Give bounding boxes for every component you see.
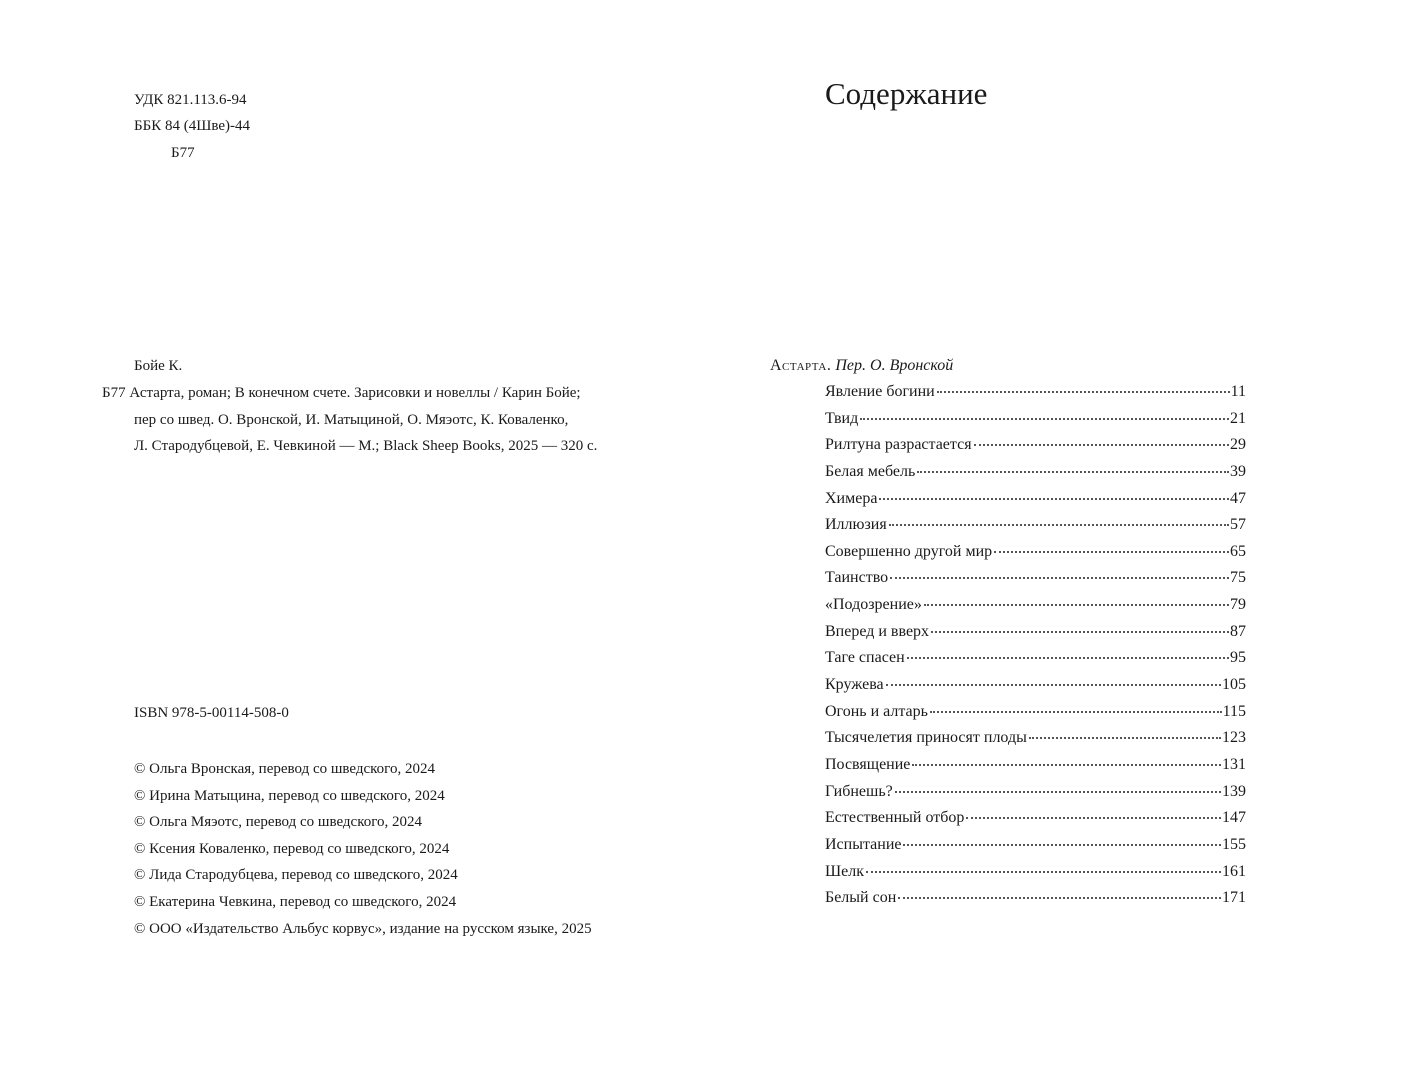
toc-entry-title: Естественный отбор (825, 809, 965, 827)
toc-entry-page: 147 (1222, 809, 1246, 827)
toc-entry (825, 674, 1246, 701)
author-mark: Б77 (171, 145, 195, 161)
toc-entry-title: Таге спасен (825, 649, 905, 667)
toc-entry-page: 79 (1230, 596, 1246, 614)
toc-entry (825, 408, 1246, 435)
bibliography-line-2: пер со швед. О. Вронской, И. Матыциной, О. Мяэотс, К. Коваленко, (134, 412, 569, 428)
toc-dot-leader (895, 791, 1221, 793)
toc-entry-title: Совершенно другой мир (825, 542, 993, 560)
contents-page (701, 0, 1402, 1079)
toc-entry-page: 131 (1222, 755, 1246, 773)
udk-code: УДК 821.113.6-94 (134, 92, 247, 108)
toc-entry (825, 834, 1246, 861)
toc-entry (825, 567, 1246, 594)
copyright-line: © Лида Стародубцева, перевод со шведского, 2024 (134, 867, 458, 884)
bibliography-author: Бойе К. (134, 358, 183, 374)
toc-entry-page: 57 (1230, 516, 1246, 534)
toc-entry-page: 115 (1222, 702, 1246, 720)
toc-entry (825, 621, 1246, 648)
toc-dot-leader (903, 844, 1221, 846)
isbn: ISBN 978-5-00114-508-0 (134, 705, 289, 721)
toc-dot-leader (889, 524, 1229, 526)
toc-entry-page: 161 (1222, 862, 1246, 880)
toc-dot-leader (974, 444, 1229, 446)
toc-entry (825, 781, 1246, 808)
toc-entry (825, 807, 1246, 834)
toc-entry-title: Тысячелетия приносят плоды (825, 729, 1027, 747)
section-title (770, 355, 953, 377)
toc-entry (825, 594, 1246, 621)
toc-entry (825, 701, 1246, 728)
toc-entry (825, 434, 1246, 461)
toc-entry-page: 29 (1230, 436, 1246, 454)
bibliography-line-1: Б77 Астарта, роман; В конечном счете. Зарисовки и новеллы / Карин Бойе; (102, 385, 581, 401)
toc-dot-leader (966, 817, 1221, 819)
toc-dot-leader (930, 711, 1222, 713)
toc-entry-page: 39 (1230, 462, 1246, 480)
toc-entry-page: 47 (1230, 489, 1246, 507)
bbk-code: ББК 84 (4Шве)-44 (134, 118, 251, 134)
toc-entry-title: Рилтуна разрастается (825, 436, 972, 454)
toc-entry-page: 11 (1230, 383, 1246, 400)
toc-entry-title: Шелк (825, 862, 864, 880)
toc-entry-title: Кружева (825, 676, 884, 694)
toc-entry-page: 139 (1222, 782, 1246, 800)
copyright-line: © Ольга Мяэотс, перевод со шведского, 2024 (134, 814, 423, 831)
toc-entry-title: Посвящение (825, 755, 911, 773)
toc-entry-title: Таинство (825, 569, 889, 587)
toc-entry (825, 647, 1246, 674)
toc-entry (825, 754, 1246, 781)
toc-entry (825, 887, 1246, 914)
toc-entry-title: Вперед и вверх (825, 622, 930, 640)
toc-dot-leader (879, 498, 1229, 500)
toc-entry-page: 155 (1222, 835, 1246, 853)
copyright-line: © Ирина Матыцина, перевод со шведского, 2024 (134, 787, 445, 804)
toc-entry-title: Гибнешь? (825, 782, 893, 800)
copyright-line: © Екатерина Чевкина, перевод со шведского, 2024 (134, 893, 457, 910)
toc-dot-leader (912, 764, 1221, 766)
toc-entry (825, 727, 1246, 754)
toc-list (825, 381, 1246, 914)
toc-dot-leader (924, 604, 1229, 606)
toc-entry-page: 123 (1222, 729, 1246, 747)
toc-dot-leader (917, 471, 1229, 473)
toc-dot-leader (994, 551, 1229, 553)
toc-entry-title: Испытание (825, 835, 902, 853)
copyright-line: © ООО «Издательство Альбус корвус», издание на русском языке, 2025 (134, 920, 592, 937)
toc-entry-page: 105 (1222, 676, 1246, 694)
toc-dot-leader (907, 657, 1229, 659)
toc-entry-title: Явление богини (825, 383, 935, 400)
toc-dot-leader (937, 391, 1230, 393)
toc-entry-page: 65 (1230, 542, 1246, 560)
toc-entry (825, 461, 1246, 488)
bibliography-line-3: Л. Стародубцевой, Е. Чевкиной — М.; Black Sheep Books, 2025 — 320 с. (134, 438, 598, 454)
toc-entry-title: «Подозрение» (825, 596, 922, 614)
toc-dot-leader (886, 684, 1221, 686)
toc-entry (825, 861, 1246, 888)
toc-entry (825, 488, 1246, 515)
toc-entry-page: 75 (1230, 569, 1246, 587)
toc-entry-page: 171 (1222, 889, 1246, 907)
toc-entry-title: Огонь и алтарь (825, 702, 928, 720)
toc-dot-leader (866, 871, 1221, 873)
toc-entry-title: Белый сон (825, 889, 897, 907)
section-name: Астарта. (770, 357, 832, 374)
toc-entry (825, 381, 1246, 408)
toc-dot-leader (898, 897, 1221, 899)
toc-entry-page: 95 (1230, 649, 1246, 667)
toc-entry (825, 514, 1246, 541)
copyright-list (134, 756, 592, 942)
toc-dot-leader (1029, 737, 1221, 739)
section-translator: Пер. О. Вронской (835, 357, 954, 374)
toc-dot-leader (890, 577, 1229, 579)
toc-entry-title: Белая мебель (825, 462, 916, 480)
toc-entry (825, 541, 1246, 568)
toc-entry-title: Химера (825, 489, 878, 507)
toc-dot-leader (860, 418, 1229, 420)
toc-entry-title: Твид (825, 409, 859, 427)
toc-dot-leader (931, 631, 1229, 633)
toc-entry-page: 21 (1230, 409, 1246, 427)
toc-entry-page: 87 (1230, 622, 1246, 640)
copyright-line: © Ксения Коваленко, перевод со шведского, 2024 (134, 840, 450, 857)
copyright-line: © Ольга Вронская, перевод со шведского, 2024 (134, 761, 435, 777)
toc-entry-title: Иллюзия (825, 516, 887, 534)
contents-heading: Содержание (825, 76, 988, 111)
